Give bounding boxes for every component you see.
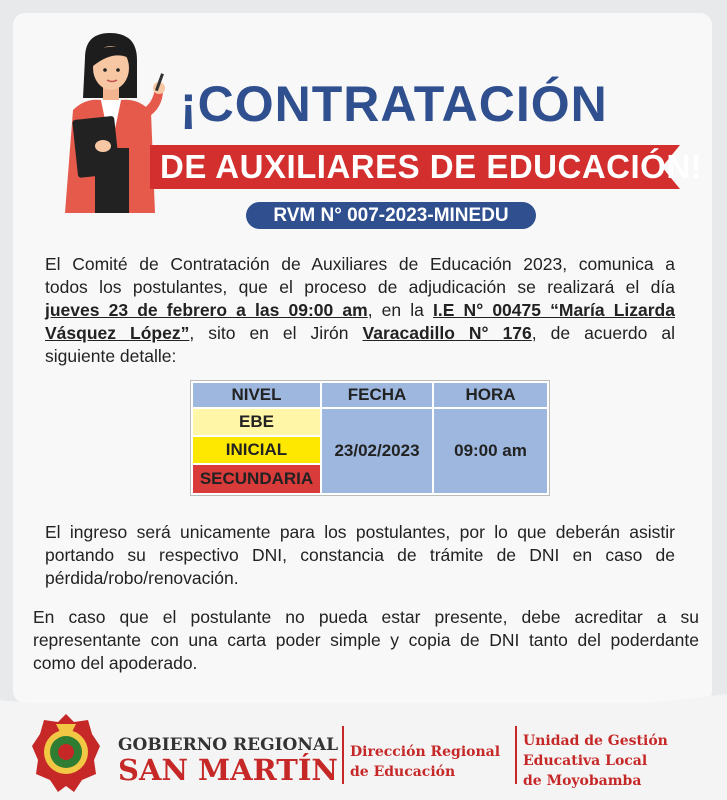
title-auxiliares: DE AUXILIARES DE EDUCACIÓN!: [160, 148, 703, 185]
ugel-line-3: de Moyobamba: [523, 773, 642, 789]
level-ebe: EBE: [193, 409, 320, 435]
req-line-2: portando su respectivo DNI, constancia de trámite de DNI en caso de: [45, 545, 675, 565]
date-highlight: jueves 23 de febrero a las 09:00 am: [45, 300, 368, 320]
schedule-table: [190, 380, 550, 496]
san-martin-label: SAN MARTÍN: [118, 753, 338, 787]
footer-divider: [515, 726, 517, 784]
intro-paragraph: [45, 253, 675, 368]
table-header-row: [193, 383, 547, 407]
intro-line-2: todos los postulantes, que el proceso de adjudicación se realizará el día: [45, 277, 675, 297]
intro-text: , de acuerdo al: [531, 323, 676, 343]
req-line-1: El ingreso será unicamente para los postulantes, por lo que deberán asistir: [45, 522, 675, 542]
intro-line-4: [45, 322, 675, 345]
intro-text: , en la: [367, 300, 434, 320]
title-contratacion: ¡CONTRATACIÓN: [180, 76, 608, 132]
req-line-3: pérdida/robo/renovación.: [45, 568, 239, 588]
proxy-line-3: como del apoderado.: [33, 653, 198, 673]
intro-line-1: El Comité de Contratación de Auxiliares de Educación 2023, comunica a: [45, 254, 675, 274]
intro-line-3: [45, 299, 675, 322]
street-highlight: Varacadillo N° 176: [362, 323, 532, 343]
level-inicial: INICIAL: [193, 437, 320, 463]
proxy-paragraph: [33, 606, 699, 675]
dir-line-1: Dirección Regional: [350, 744, 501, 760]
ugel-label: [523, 731, 668, 791]
hora-value: 09:00 am: [434, 409, 547, 493]
fecha-value: 23/02/2023: [322, 409, 432, 493]
header-hora: HORA: [434, 383, 547, 407]
rvm-badge: RVM N° 007-2023-MINEDU: [246, 202, 536, 229]
ugel-line-1: Unidad de Gestión: [523, 733, 668, 749]
regional-crest-logo: [30, 712, 102, 794]
footer-divider: [342, 726, 344, 784]
proxy-line-2: representante con una carta poder simple y copia de DNI tanto del poderdante: [33, 630, 699, 650]
school-highlight-2: Vásquez López”: [45, 323, 190, 343]
direccion-regional-label: [350, 742, 500, 782]
ugel-line-2: Educativa Local: [523, 753, 648, 769]
requirements-paragraph: [45, 521, 675, 590]
table-row: [193, 409, 547, 435]
dir-line-2: de Educación: [350, 764, 456, 780]
proxy-line-1: En caso que el postulante no pueda estar presente, debe acreditar a su: [33, 607, 699, 627]
level-secundaria: SECUNDARIA: [193, 465, 320, 493]
intro-text: , sito en el Jirón: [189, 323, 363, 343]
header-nivel: NIVEL: [193, 383, 320, 407]
header-fecha: FECHA: [322, 383, 432, 407]
gobierno-regional-label: GOBIERNO REGIONAL: [118, 735, 339, 755]
intro-line-5: siguiente detalle:: [45, 346, 177, 366]
school-highlight: I.E N° 00475 “María Lizarda: [433, 300, 675, 320]
